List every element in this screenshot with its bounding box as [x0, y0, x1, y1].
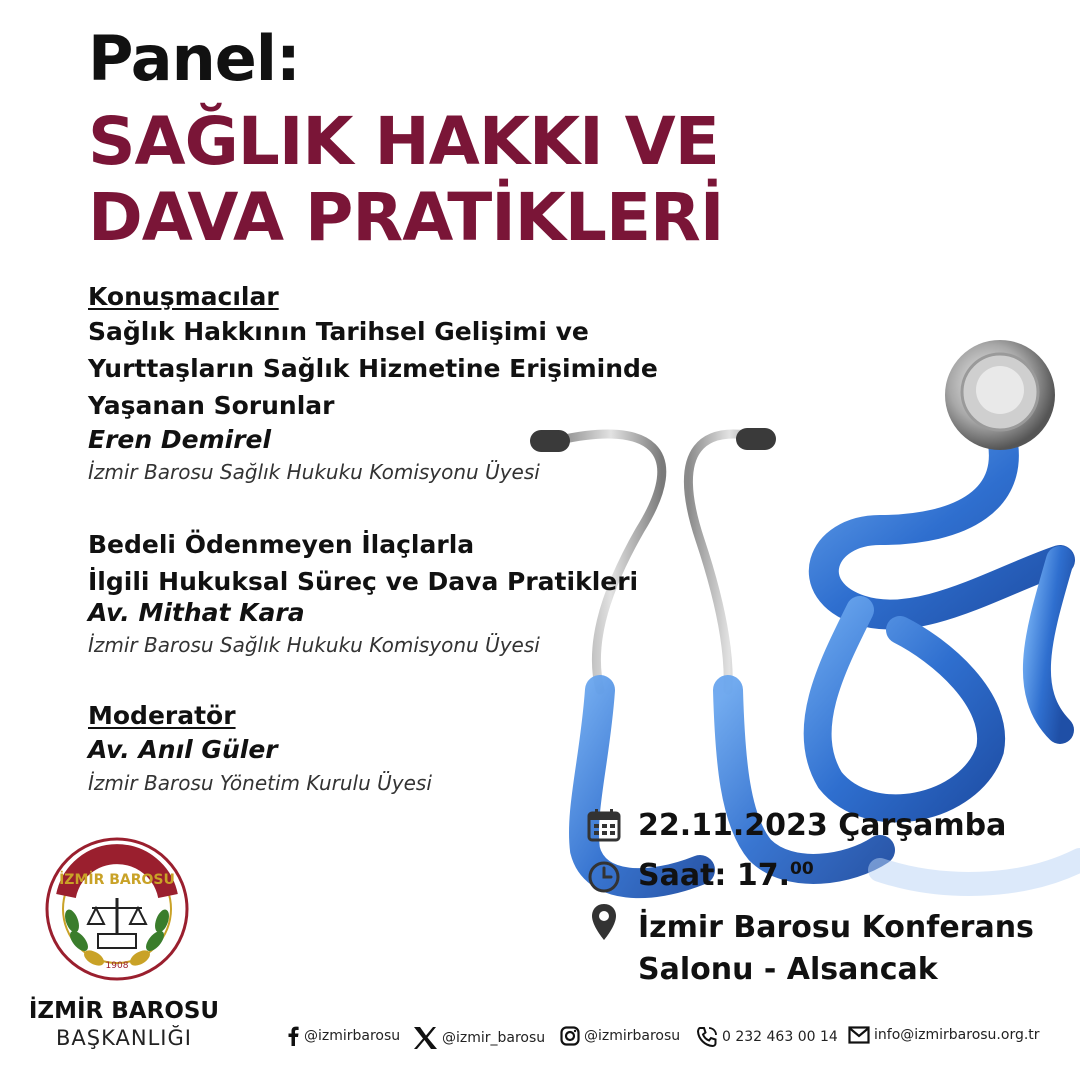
- speaker-2-role: İzmir Barosu Sağlık Hukuku Komisyonu Üyesi: [88, 633, 540, 657]
- panel-label: Panel:: [88, 22, 300, 95]
- clock-icon: [587, 860, 621, 894]
- title-line-2: DAVA PRATİKLERİ: [88, 179, 724, 256]
- email-icon: [848, 1026, 870, 1044]
- x-icon: [412, 1026, 438, 1050]
- title-line-1: SAĞLIK HAKKI VE: [88, 103, 719, 180]
- talk-2-topic-line: İlgili Hukuksal Süreç ve Dava Pratikleri: [88, 567, 639, 596]
- org-name-line-1: İZMİR BAROSU: [28, 998, 220, 1024]
- talk-1-topic: [88, 313, 658, 424]
- speakers-heading: Konuşmacılar: [88, 282, 279, 311]
- email-link[interactable]: [848, 1026, 1040, 1044]
- org-name: [26, 998, 222, 1050]
- svg-text:1908: 1908: [105, 961, 129, 971]
- org-name-line-2: BAŞKANLIĞI: [56, 1026, 192, 1050]
- facebook-link[interactable]: [286, 1026, 400, 1046]
- email-address: info@izmirbarosu.org.tr: [874, 1027, 1040, 1043]
- event-location: [638, 907, 1034, 991]
- phone-link[interactable]: [696, 1026, 838, 1048]
- event-time: [638, 858, 814, 893]
- talk-1-topic-line: Yurttaşların Sağlık Hizmetine Erişiminde: [88, 354, 658, 383]
- instagram-icon: [560, 1026, 580, 1046]
- location-pin-icon: [590, 902, 618, 942]
- facebook-handle: @izmirbarosu: [304, 1028, 401, 1044]
- event-location-line: İzmir Barosu Konferans: [638, 910, 1034, 945]
- talk-2-topic: [88, 526, 638, 600]
- speaker-2-name: Av. Mithat Kara: [88, 598, 305, 627]
- talk-1-topic-line: Yaşanan Sorunlar: [88, 391, 335, 420]
- phone-icon: [696, 1026, 718, 1048]
- moderator-role: İzmir Barosu Yönetim Kurulu Üyesi: [88, 771, 432, 795]
- instagram-handle: @izmirbarosu: [584, 1028, 681, 1044]
- event-time-minutes: 00: [790, 859, 814, 879]
- event-time-value: Saat: 17.: [638, 858, 791, 893]
- svg-text:İZMİR BAROSU: İZMİR BAROSU: [59, 872, 175, 888]
- moderator-heading: Moderatör: [88, 701, 236, 730]
- moderator-name: Av. Anıl Güler: [88, 735, 278, 764]
- phone-number: 0 232 463 00 14: [722, 1029, 838, 1045]
- speaker-1-role: İzmir Barosu Sağlık Hukuku Komisyonu Üyesi: [88, 460, 540, 484]
- talk-2-topic-line: Bedeli Ödenmeyen İlaçlarla: [88, 530, 475, 559]
- x-link[interactable]: [412, 1026, 545, 1050]
- speaker-1-name: Eren Demirel: [88, 425, 272, 454]
- talk-1-topic-line: Sağlık Hakkının Tarihsel Gelişimi ve: [88, 317, 589, 346]
- event-date: 22.11.2023 Çarşamba: [638, 808, 1007, 843]
- page-title: [88, 104, 723, 256]
- instagram-link[interactable]: [560, 1026, 680, 1046]
- izmir-barosu-logo: [44, 836, 190, 982]
- event-location-line: Salonu - Alsancak: [638, 952, 938, 987]
- calendar-icon: [587, 808, 621, 842]
- x-handle: @izmir_barosu: [442, 1030, 546, 1046]
- facebook-icon: [286, 1026, 300, 1046]
